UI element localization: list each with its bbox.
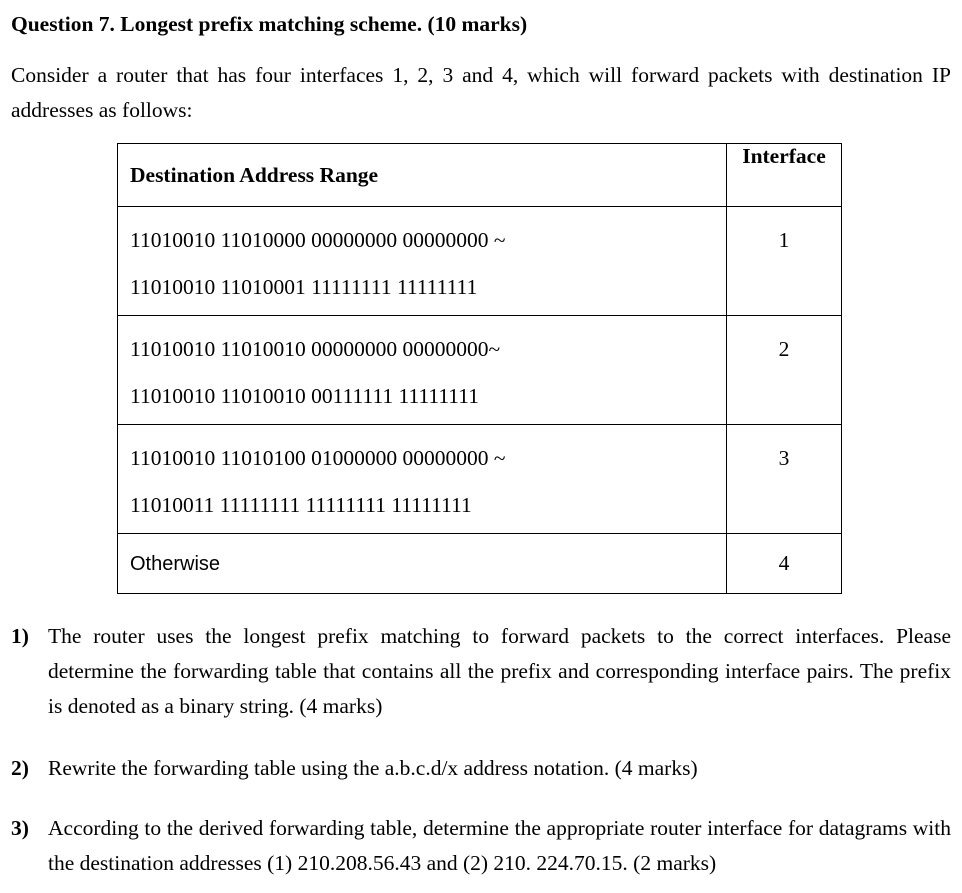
address-range-table <box>117 143 842 594</box>
interface-cell: 3 <box>727 425 842 534</box>
range-cell <box>118 316 727 425</box>
otherwise-cell: Otherwise <box>118 534 727 594</box>
interface-cell: 4 <box>727 534 842 594</box>
table-row <box>118 316 842 425</box>
question-intro: Consider a router that has four interfaces 1, 2, 3 and 4, which will forward packets with destination IP addresses as follows: <box>11 63 951 122</box>
table-row <box>118 207 842 316</box>
range-start: 11010010 11010010 00000000 00000000~ <box>130 337 501 361</box>
sub-question-number: 2) <box>11 756 29 780</box>
sub-question-2 <box>11 751 951 786</box>
range-end: 11010010 11010010 00111111 11111111 <box>130 384 479 408</box>
range-start: 11010010 11010100 01000000 00000000 ~ <box>130 446 506 470</box>
sub-question-text: According to the derived forwarding table, determine the appropriate router interface for datagrams with the destination addresses (1) 210.208.56.43 and (2) 210. 224.70.15. (2 marks) <box>48 816 951 875</box>
sub-question-1 <box>11 619 951 724</box>
interface-cell: 2 <box>727 316 842 425</box>
table-row-otherwise <box>118 534 842 594</box>
sub-question-number: 1) <box>11 624 29 648</box>
range-cell <box>118 425 727 534</box>
header-destination-address-range: Destination Address Range <box>118 144 727 207</box>
range-end: 11010011 11111111 11111111 11111111 <box>130 493 472 517</box>
sub-question-number: 3) <box>11 816 29 840</box>
header-interface: Interface <box>727 144 842 207</box>
range-end: 11010010 11010001 11111111 11111111 <box>130 275 478 299</box>
sub-question-text: Rewrite the forwarding table using the a.b.c.d/x address notation. (4 marks) <box>48 756 698 780</box>
question-title: Question 7. Longest prefix matching scheme. (10 marks) <box>11 12 528 36</box>
sub-question-3 <box>11 811 951 881</box>
interface-cell: 1 <box>727 207 842 316</box>
range-start: 11010010 11010000 00000000 00000000 ~ <box>130 228 506 252</box>
range-cell <box>118 207 727 316</box>
table-row <box>118 425 842 534</box>
sub-question-text: The router uses the longest prefix matching to forward packets to the correct interfaces. Please determine the forwarding table that contains all the prefix and corresponding interface pairs. The prefix is denoted as a binary string. (4 marks) <box>48 624 951 718</box>
table-header-row <box>118 144 842 207</box>
